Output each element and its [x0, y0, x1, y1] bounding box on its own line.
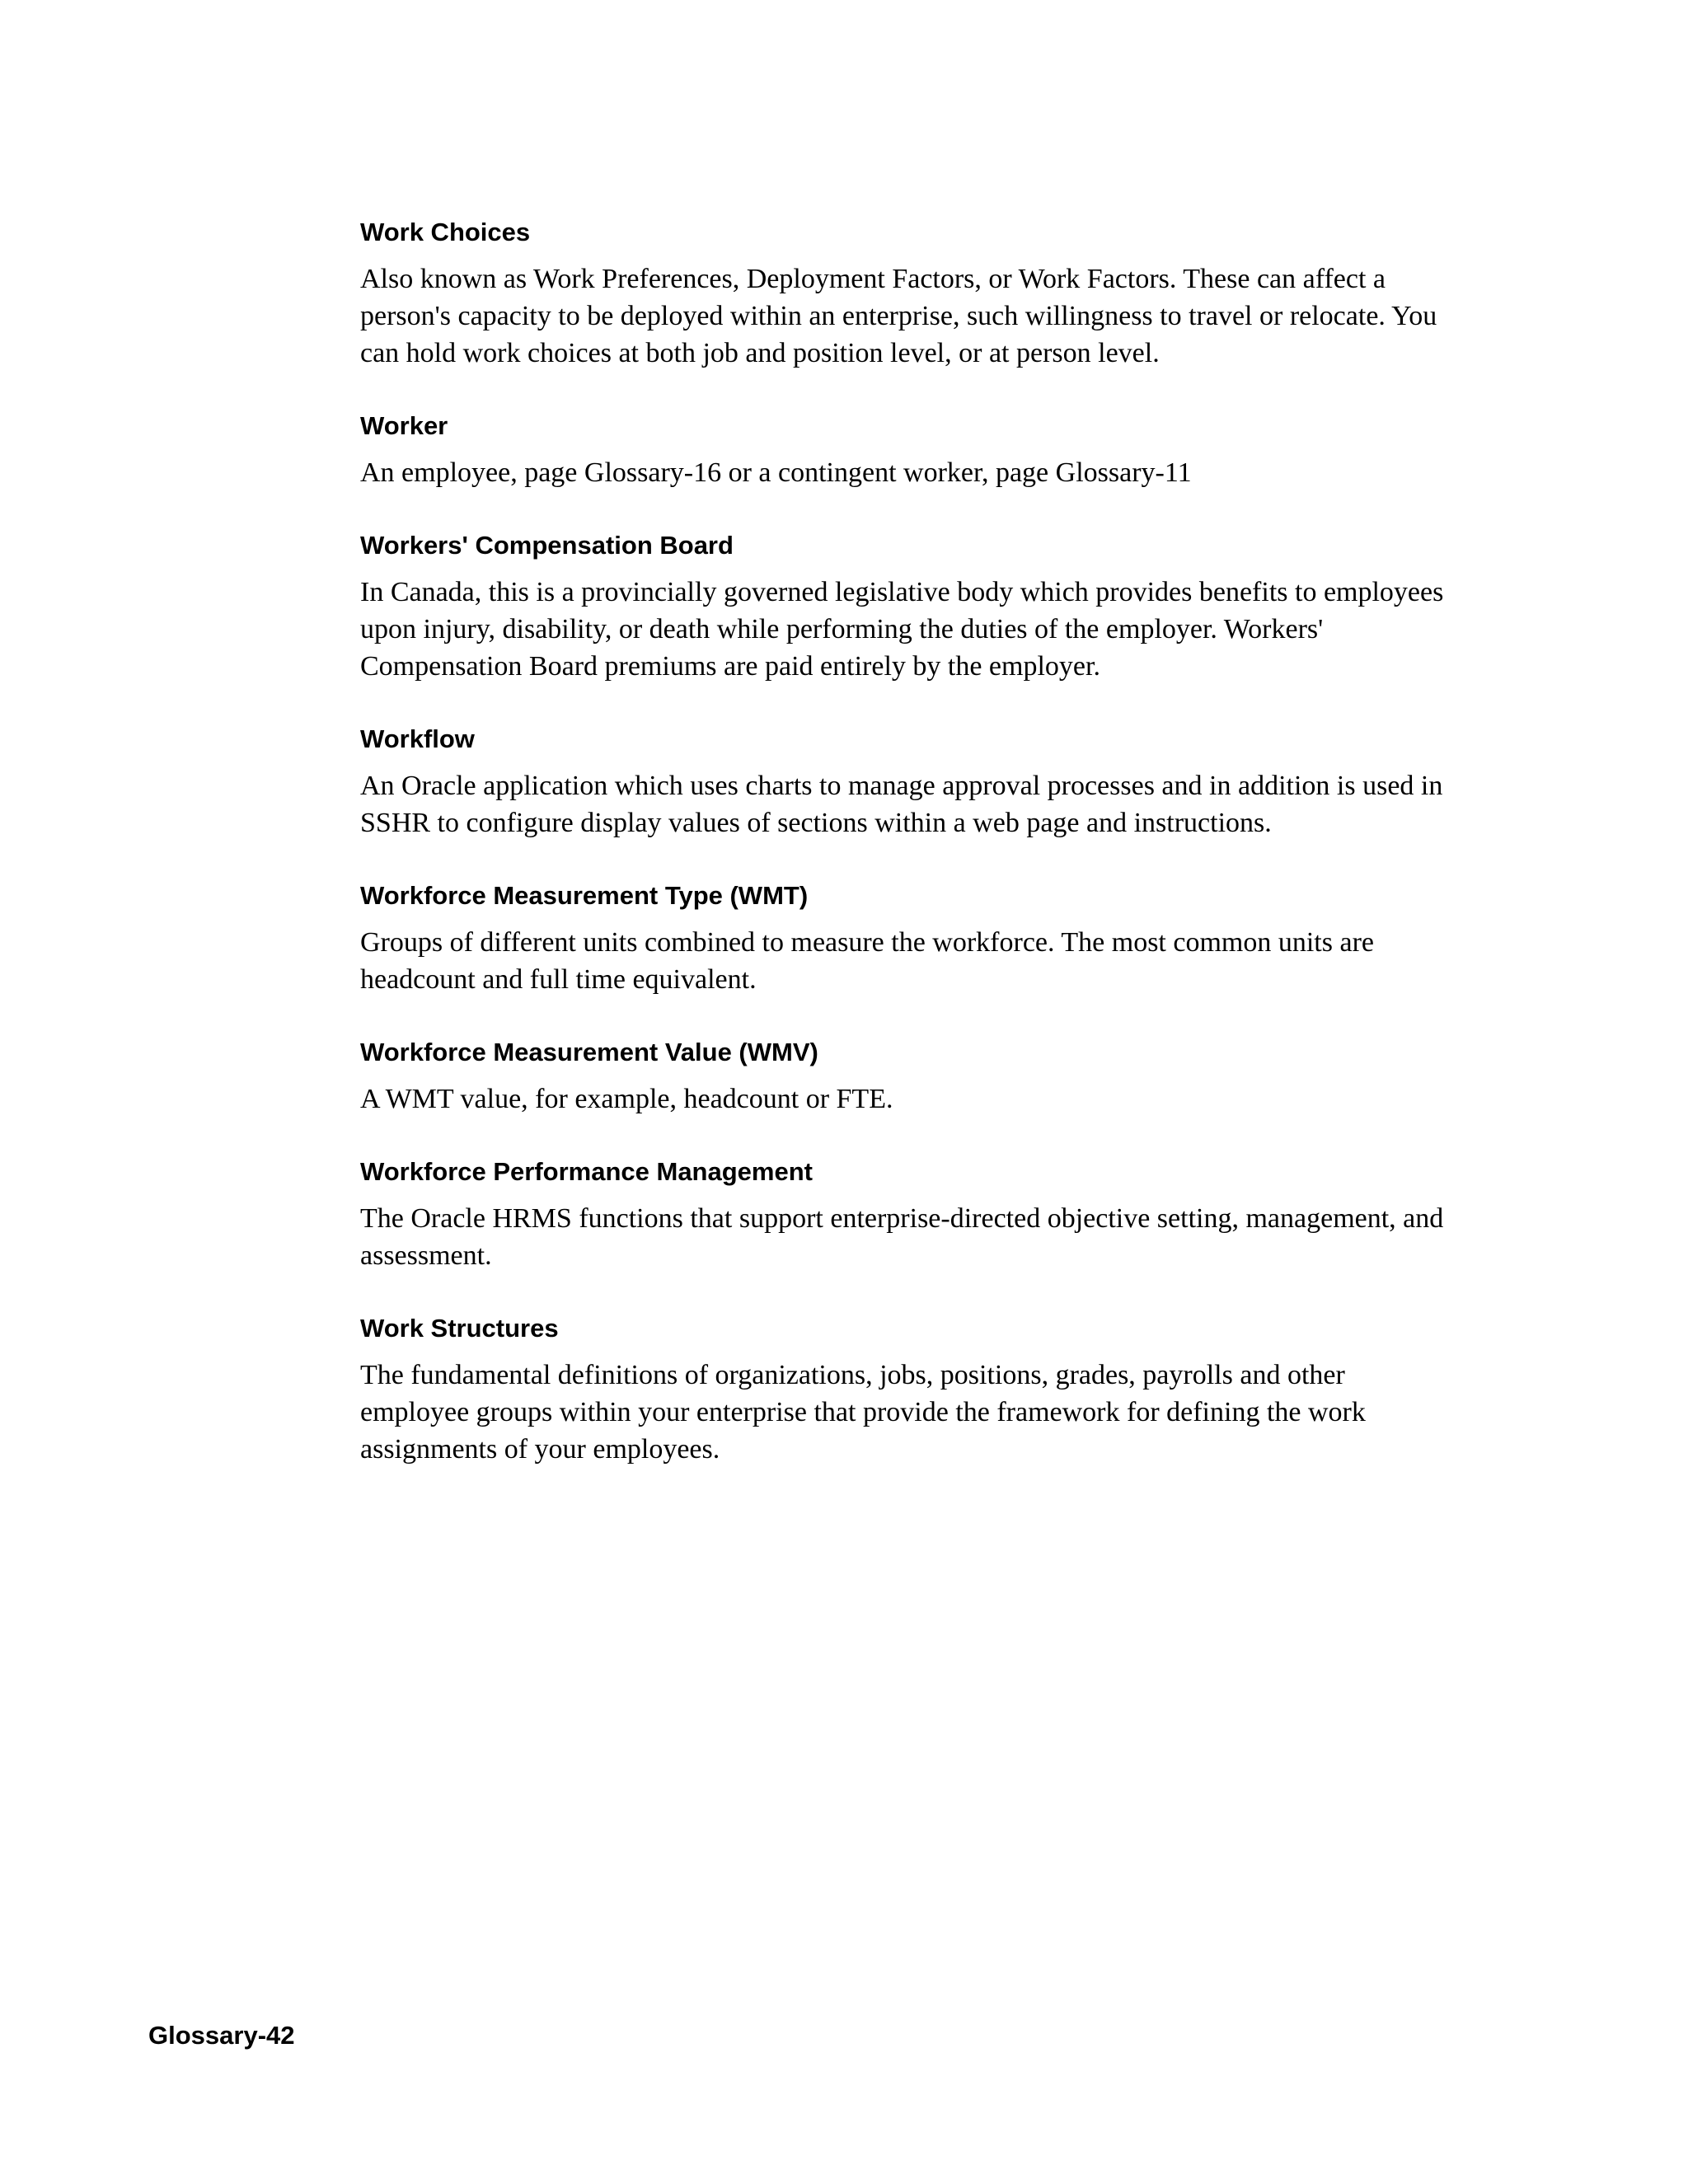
glossary-entry-workflow	[360, 723, 1448, 841]
glossary-definition: The fundamental definitions of organizations, jobs, positions, grades, payrolls and other employee groups within your enterprise that provide the framework for defining the work assignments of your employees.	[360, 1360, 1366, 1465]
glossary-definition: The Oracle HRMS functions that support enterprise-directed objective setting, management, and assessment.	[360, 1203, 1444, 1271]
glossary-definition: An employee, page Glossary-16 or a contingent worker, page Glossary-11	[360, 457, 1192, 488]
glossary-definition: In Canada, this is a provincially governed legislative body which provides benefits to employees upon injury, disability, or death while performing the duties of the employer. Workers' Compensation Board premiums are paid entirely by the employer.	[360, 577, 1444, 682]
glossary-term: Worker	[360, 411, 448, 440]
glossary-entry-workforce-measurement-type	[360, 879, 1448, 998]
glossary-entry-workers-compensation-board	[360, 529, 1448, 685]
glossary-entry-worker	[360, 410, 1448, 491]
glossary-definition: A WMT value, for example, headcount or FTE.	[360, 1084, 893, 1114]
glossary-term: Work Structures	[360, 1314, 559, 1343]
glossary-entry-workforce-measurement-value	[360, 1036, 1448, 1118]
glossary-entry-work-structures	[360, 1312, 1448, 1468]
glossary-term: Workforce Measurement Value (WMV)	[360, 1038, 818, 1066]
glossary-content	[360, 216, 1448, 1506]
glossary-term: Workforce Performance Management	[360, 1157, 813, 1186]
glossary-term: Work Choices	[360, 218, 531, 246]
glossary-definition: Also known as Work Preferences, Deployment Factors, or Work Factors. These can affect a person's capacity to be deployed within an enterprise, such willingness to travel or relocate. You can hold work choices at both job and position level, or at person level.	[360, 264, 1437, 368]
glossary-term: Workforce Measurement Type (WMT)	[360, 881, 809, 910]
glossary-term: Workers' Compensation Board	[360, 531, 734, 560]
glossary-term: Workflow	[360, 724, 475, 753]
glossary-definition: An Oracle application which uses charts to manage approval processes and in addition is used in SSHR to configure display values of sections within a web page and instructions.	[360, 771, 1443, 838]
glossary-definition: Groups of different units combined to measure the workforce. The most common units are headcount and full time equivalent.	[360, 927, 1374, 995]
glossary-entry-work-choices	[360, 216, 1448, 372]
page-number: Glossary-42	[148, 2021, 295, 2050]
glossary-entry-workforce-performance-management	[360, 1155, 1448, 1274]
